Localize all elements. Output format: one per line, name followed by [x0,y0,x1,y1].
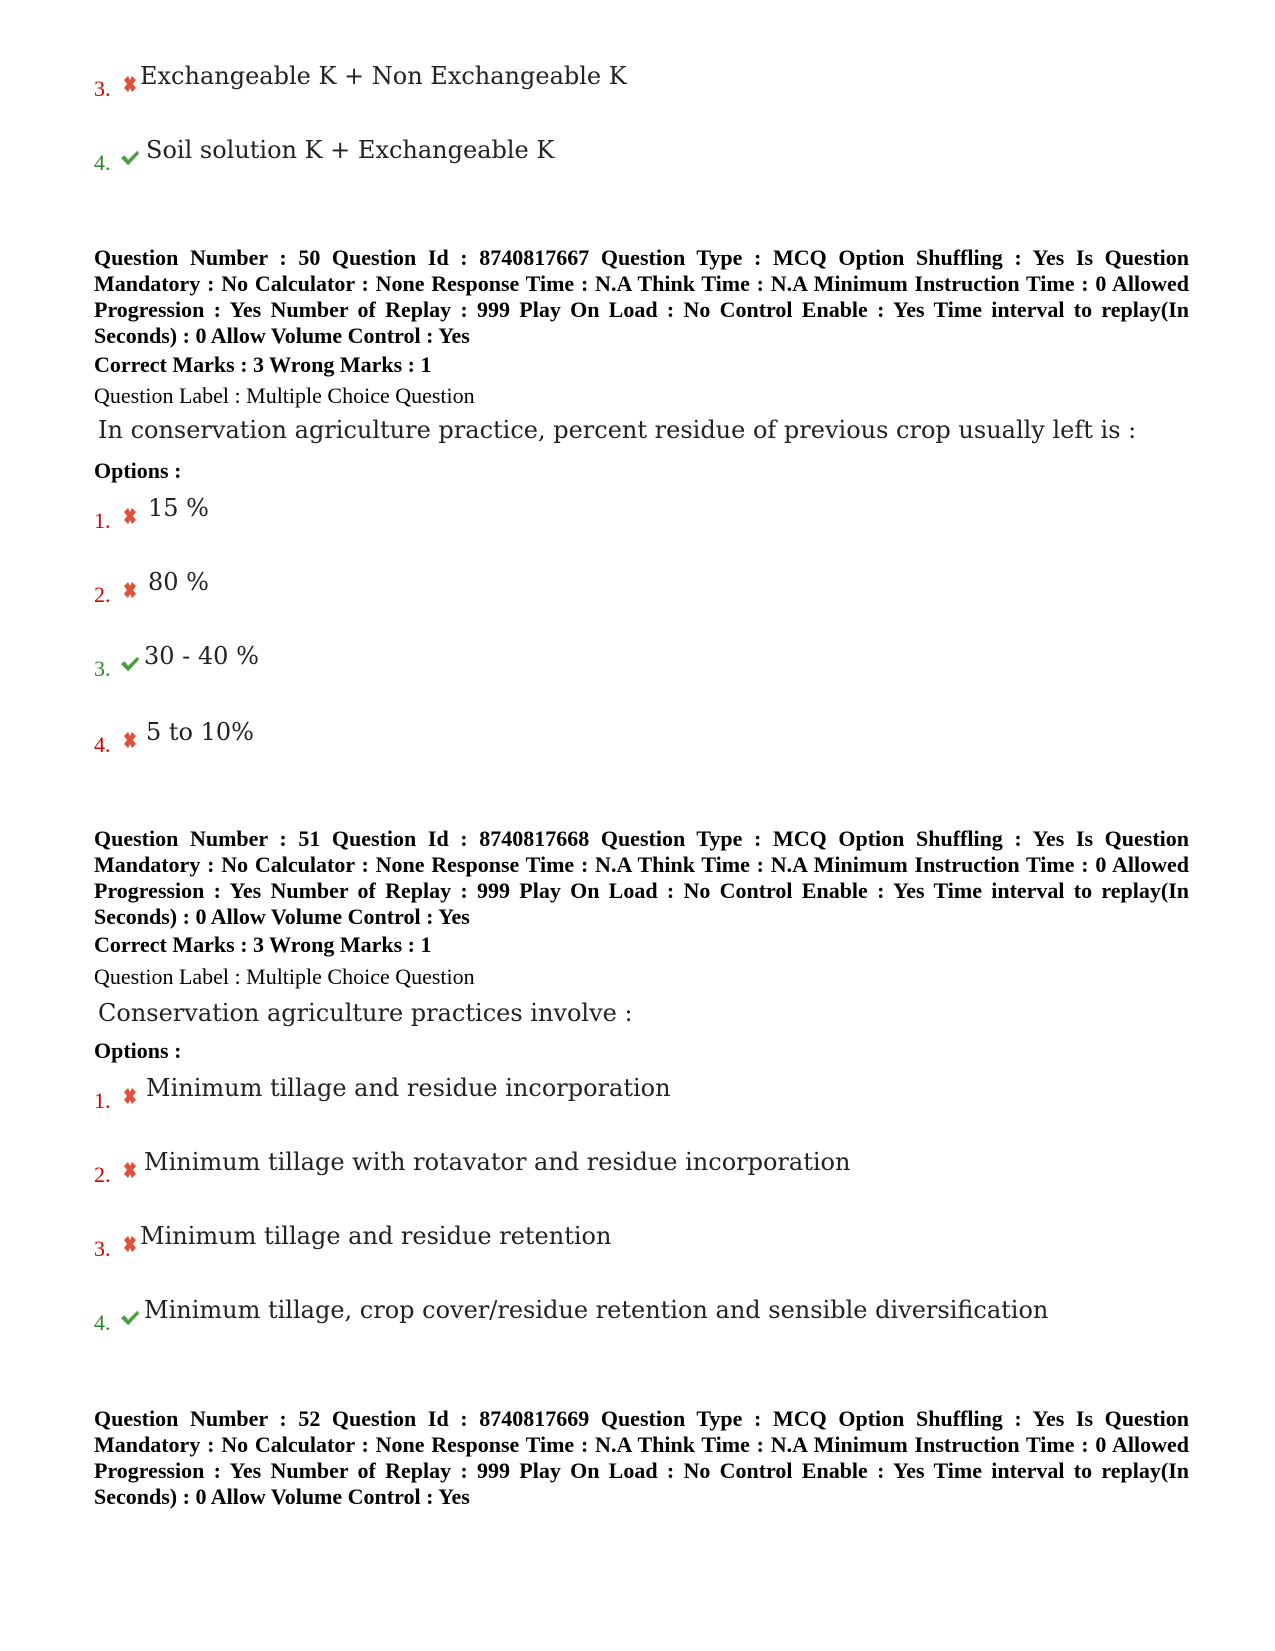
question-marks: Correct Marks : 3 Wrong Marks : 1 [94,352,432,377]
cross-icon [120,1086,140,1106]
cross-icon [120,730,140,750]
cross-icon [120,580,140,600]
cross-icon [120,506,140,526]
option-text: 5 to 10% [146,718,254,746]
option-number: 3. [94,1236,111,1261]
question-label: Question Label : Multiple Choice Question [94,383,475,408]
check-icon [120,654,140,674]
option-number: 4. [94,732,111,757]
question-text: Conservation agriculture practices involve : [98,999,633,1027]
option-number: 1. [94,1088,111,1113]
option-text: 30 - 40 % [144,642,259,670]
option-text: Exchangeable K + Non Exchangeable K [140,62,627,90]
check-icon [120,1308,140,1328]
cross-icon [120,1234,140,1254]
option-number: 2. [94,582,111,607]
question-meta: Question Number : 51 Question Id : 8740817668 Question Type : MCQ Option Shuffling : Yes Is Question Mandatory : No Calculator : None Response Time : N.A Think Time : N.A Minimum Instruction Time : 0 Allowed Progression : Yes Number of Replay : 999 Play On Load : No Control Enable : Yes Time interval to replay(In Seconds) : 0 Allow Volume Control : Yes [94,826,1189,929]
question-meta: Question Number : 52 Question Id : 8740817669 Question Type : MCQ Option Shuffling : Yes Is Question Mandatory : No Calculator : None Response Time : N.A Think Time : N.A Minimum Instruction Time : 0 Allowed Progression : Yes Number of Replay : 999 Play On Load : No Control Enable : Yes Time interval to replay(In Seconds) : 0 Allow Volume Control : Yes [94,1406,1189,1509]
options-label: Options : [94,1038,182,1063]
option-text: 80 % [148,568,209,596]
option-text: 15 % [148,494,209,522]
check-icon [120,148,140,168]
option-text: Minimum tillage with rotavator and residue incorporation [144,1148,851,1176]
question-text: In conservation agriculture practice, percent residue of previous crop usually left is : [98,416,1137,444]
option-text: Minimum tillage and residue incorporation [146,1074,671,1102]
option-number: 2. [94,1162,111,1187]
option-text: Minimum tillage, crop cover/residue retention and sensible diversification [144,1296,1049,1324]
option-number: 1. [94,508,111,533]
option-text: Soil solution K + Exchangeable K [146,136,555,164]
option-number: 3. [94,76,111,101]
options-label: Options : [94,458,182,483]
question-label: Question Label : Multiple Choice Question [94,964,475,989]
cross-icon [120,74,140,94]
option-text: Minimum tillage and residue retention [140,1222,612,1250]
option-number: 3. [94,656,111,681]
question-marks: Correct Marks : 3 Wrong Marks : 1 [94,932,432,957]
option-number: 4. [94,150,111,175]
cross-icon [120,1160,140,1180]
question-meta: Question Number : 50 Question Id : 8740817667 Question Type : MCQ Option Shuffling : Yes Is Question Mandatory : No Calculator : None Response Time : N.A Think Time : N.A Minimum Instruction Time : 0 Allowed Progression : Yes Number of Replay : 999 Play On Load : No Control Enable : Yes Time interval to replay(In Seconds) : 0 Allow Volume Control : Yes [94,245,1189,348]
option-number: 4. [94,1310,111,1335]
